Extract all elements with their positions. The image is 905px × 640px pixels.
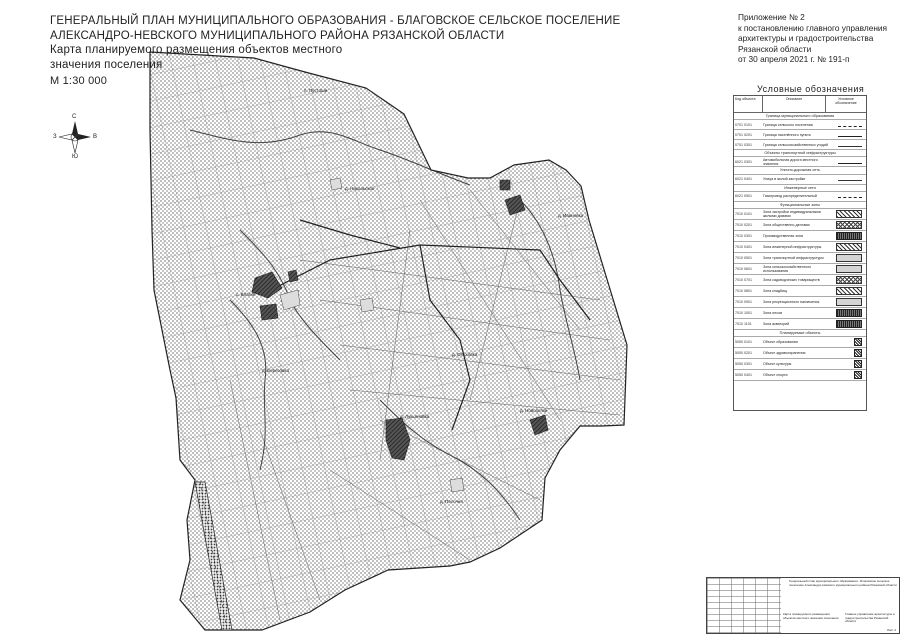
legend-symbol-box (854, 349, 862, 357)
legend-row (734, 348, 866, 359)
place-label: с. Благие (236, 292, 256, 297)
map-title-block (50, 14, 650, 89)
legend-head-name: Описание (763, 96, 826, 112)
legend-symbol-cross (836, 276, 862, 284)
legend-symbol-box (854, 338, 862, 346)
legend-text: Зона кладбищ (763, 288, 787, 293)
title-line-2: АЛЕКСАНДРО-НЕВСКОГО МУНИЦИПАЛЬНОГО РАЙОНА РЯЗАНСКОЙ ОБЛАСТИ (50, 29, 505, 42)
legend-symbol-hatch (836, 210, 862, 218)
legend-section-label: Граница муниципального образования (734, 113, 866, 120)
legend-text: Граница населённого пункта (763, 132, 811, 137)
compass-rose-icon (59, 121, 91, 153)
legend-section-label: Объекты транспортной инфраструктуры (734, 150, 866, 157)
legend-symbol-line-dash (838, 123, 862, 127)
place-label: д. Березовка (262, 368, 289, 373)
legend-row (734, 120, 866, 130)
legend-symbol-dense (836, 320, 862, 328)
legend-text: Объект здравоохранения (763, 351, 806, 356)
approval-line-1: Приложение № 2 (738, 12, 805, 22)
place-label: д. Ольховка (452, 352, 478, 357)
compass-south: Ю (72, 154, 79, 160)
legend-text: Улица в жилой застройке (763, 177, 806, 181)
legend-code: 7010 0401 (735, 244, 752, 249)
legend-symbol-cross (836, 221, 862, 229)
legend-code: 5050 0201 (735, 351, 752, 356)
place-label: п. Пустоши (304, 88, 328, 93)
stamp-sheet-number: Лист 2 (886, 628, 896, 632)
legend-text: Зона транспортной инфраструктуры (763, 255, 824, 260)
compass-west: З (53, 134, 57, 140)
legend-code: 6021 0301 (735, 159, 752, 164)
legend-symbol-line-thin (838, 143, 862, 147)
legend-section-label: Инженерные сети (734, 185, 866, 192)
legend-row (734, 209, 866, 220)
legend-row (734, 140, 866, 150)
legend-row (734, 359, 866, 370)
legend-code: 0701 0301 (735, 142, 752, 147)
legend-symbol-dots (836, 265, 862, 273)
place-label: д. Песочня (440, 499, 463, 504)
legend-row (734, 286, 866, 297)
legend-row (734, 242, 866, 253)
place-label: д. Ивановка (558, 213, 584, 218)
legend-symbol-dense (836, 232, 862, 240)
legend-code: 0701 0201 (735, 132, 752, 137)
legend-code: 5050 0301 (735, 362, 752, 367)
legend-symbol-dense (836, 309, 862, 317)
legend-text: Граница сельского поселения (763, 122, 813, 127)
legend-header (734, 96, 866, 113)
legend-symbol-box (854, 360, 862, 368)
legend-row (734, 130, 866, 140)
legend-text: Граница сельскохозяйственных угодий (763, 142, 828, 147)
stamp-sheet-title: Карта планируемого размещения объектов местного значения поселения (783, 612, 839, 620)
legend-text: Зона лесов (763, 310, 782, 315)
legend-symbol-dots (836, 254, 862, 262)
legend-row (734, 157, 866, 167)
legend-symbol-hatch (836, 287, 862, 295)
legend-symbol-hatch (836, 243, 862, 251)
legend-code: 7010 0101 (735, 211, 752, 216)
legend-code: 5050 0101 (735, 340, 752, 345)
legend-row (734, 175, 866, 185)
title-line-3: Карта планируемого размещения объектов местного (50, 44, 343, 56)
legend-text: Объект образования (763, 340, 798, 345)
legend-text: Зона инженерной инфраструктуры (763, 244, 822, 249)
stamp-project: Генеральный план муниципального образования - Благовское сельское поселение Александро-Невского муниципального района Рязанской области (789, 579, 897, 587)
title-line-1: ГЕНЕРАЛЬНЫЙ ПЛАН МУНИЦИПАЛЬНОГО ОБРАЗОВАНИЯ - БЛАГОВСКОЕ СЕЛЬСКОЕ ПОСЕЛЕНИЕ (50, 15, 621, 27)
title-stamp (706, 577, 900, 634)
legend-symbol-line-dash (838, 194, 862, 198)
legend-text: Зона акваторий (763, 321, 790, 326)
legend-code: 6021 0401 (735, 177, 752, 181)
legend-text: Зона застройки индивидуальными жилыми домами (763, 209, 821, 219)
legend-row (734, 220, 866, 231)
legend-symbol-line-thin (838, 177, 862, 181)
legend-text: Зона сельскохозяйственного использования (763, 264, 811, 274)
legend-code: 7010 0601 (735, 266, 752, 271)
stamp-organization: Главное управление архитектуры и градостроительства Рязанской области (845, 612, 895, 623)
approval-line-5: от 30 апреля 2021 г. № 191-п (738, 54, 850, 64)
place-label: д. Никольское (345, 186, 375, 191)
legend-head-symbol: Условное обозначение (835, 97, 857, 106)
stamp-grid (707, 578, 781, 633)
legend-row (734, 275, 866, 286)
legend-code: 7010 0701 (735, 277, 752, 282)
approval-block (738, 12, 898, 65)
legend-code: 7010 0201 (735, 222, 752, 227)
approval-line-3: архитектуры и градостроительства (738, 33, 874, 43)
territory-area (120, 40, 640, 640)
map-scale: М 1:30 000 (50, 75, 108, 87)
approval-line-2: к постановлению главного управления (738, 22, 888, 33)
legend-section-label: Планируемые объекты (734, 330, 866, 337)
legend-code: 7010 0901 (735, 299, 752, 304)
legend-body (734, 113, 866, 381)
legend-text: Зона рекреационного назначения (763, 299, 820, 304)
title-line-4: значения поселения (50, 58, 163, 71)
legend-text: Зона общественно-деловая (763, 222, 810, 227)
legend-row (734, 192, 866, 202)
legend-text: Автомобильная дорога местного значения (763, 157, 818, 166)
place-label: д. Лукьяновка (400, 414, 430, 419)
legend-head-code: Код объекта (734, 96, 763, 112)
legend-text: Зона садоводческих товариществ (763, 277, 820, 282)
legend-symbol-box (854, 371, 862, 379)
legend-row (734, 370, 866, 381)
legend-code: 7010 0501 (735, 255, 752, 260)
legend-symbol-line (838, 133, 862, 137)
legend-row (734, 297, 866, 308)
legend-text: Производственная зона (763, 233, 803, 238)
compass-east: В (93, 134, 98, 140)
legend-code: 7010 0301 (735, 233, 752, 238)
legend-section-label: Функциональные зоны (734, 202, 866, 209)
legend-code: 5050 0401 (735, 373, 752, 378)
legend-code: 0701 0101 (735, 122, 752, 127)
legend-code: 7010 0801 (735, 288, 752, 293)
compass-north: С (72, 114, 77, 120)
legend-symbol-dots (836, 298, 862, 306)
legend-row (734, 337, 866, 348)
legend-code: 7010 1001 (735, 310, 752, 315)
legend-code: 7010 1101 (735, 321, 752, 326)
legend-text: Газопровод распределительный (763, 194, 817, 199)
legend-title: Условные обозначения (757, 84, 865, 94)
legend-symbol-line (838, 160, 862, 164)
legend-row (734, 264, 866, 275)
legend-row (734, 319, 866, 330)
legend-table (733, 95, 867, 411)
legend-section-label: Улично-дорожная сеть (734, 167, 866, 174)
place-label: д. Новоселки (520, 408, 548, 413)
legend-row (734, 308, 866, 319)
legend-text: Объект культуры (763, 362, 792, 367)
legend-code: 6021 0501 (735, 194, 752, 199)
legend-row (734, 253, 866, 264)
legend-text: Объект спорта (763, 373, 788, 378)
approval-line-4: Рязанской области (738, 43, 812, 54)
legend-row (734, 231, 866, 242)
